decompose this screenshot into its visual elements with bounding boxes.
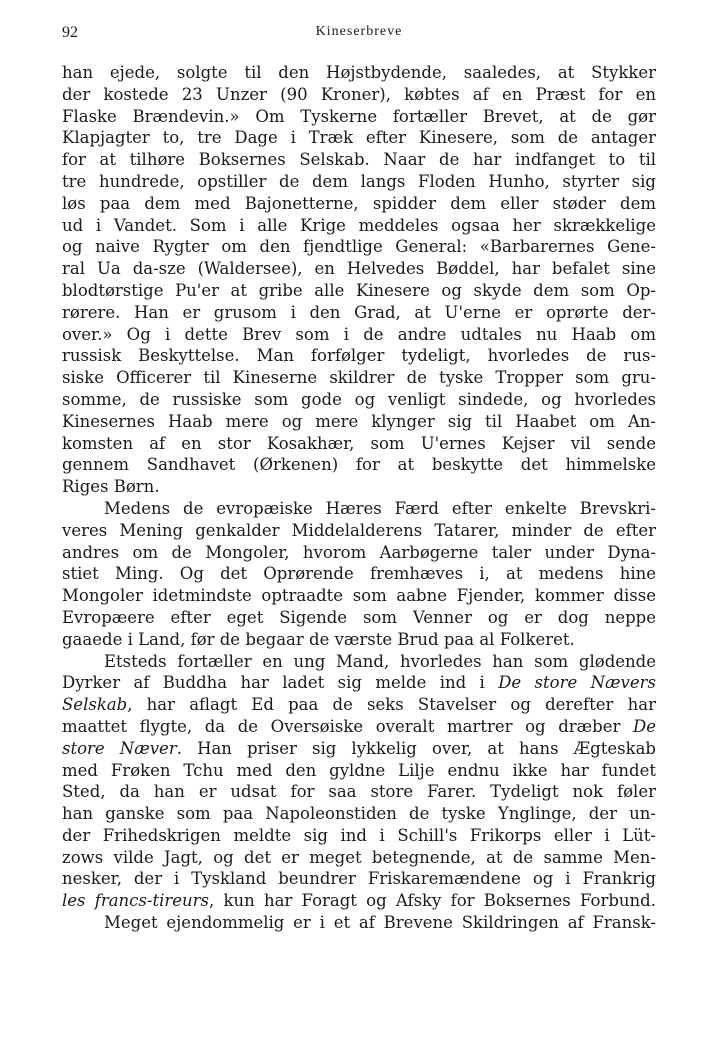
italic-text: De store Nævers bbox=[498, 673, 656, 693]
text-run: gaaede i Land, før de begaar de værste Brud paa al Folkeret. bbox=[62, 629, 575, 649]
text-line bbox=[62, 62, 656, 84]
text-run: siske Officerer til Kineserne skildrer de tyske Tropper som gru- bbox=[62, 368, 656, 388]
text-line bbox=[62, 258, 656, 280]
text-run: rørere. Han er grusom i den Grad, at U'erne er oprørte der- bbox=[62, 302, 656, 322]
text-run: med Frøken Tchu med den gyldne Lilje endnu ikke har fundet bbox=[62, 760, 656, 780]
text-line bbox=[62, 411, 656, 433]
text-line bbox=[62, 280, 656, 302]
text-line bbox=[62, 760, 656, 782]
text-line bbox=[62, 149, 656, 171]
body-text bbox=[62, 62, 656, 934]
text-run: blodtørstige Pu'er at gribe alle Kinesere og skyde dem som Op- bbox=[62, 280, 656, 300]
text-run: ral Ua da-sze (Waldersee), en Helvedes Bøddel, har befalet sine bbox=[62, 259, 656, 279]
text-line bbox=[62, 345, 656, 367]
text-run: og naive Rygter om den fjendtlige General: «Barbarernes Gene- bbox=[62, 237, 656, 257]
text-run: nesker, der i Tyskland beundrer Friskaremændene og i Frankrig bbox=[62, 869, 656, 889]
text-run: stiet Ming. Og det Oprørende fremhæves i, at medens hine bbox=[62, 564, 656, 584]
text-line bbox=[62, 803, 656, 825]
text-line bbox=[62, 454, 656, 476]
text-run: tre hundrede, opstiller de dem langs Floden Hunho, styrter sig bbox=[62, 171, 656, 191]
text-line bbox=[62, 498, 656, 520]
text-run: Meget ejendommelig er i et af Brevene Skildringen af Fransk- bbox=[104, 913, 656, 933]
text-run: , har aflagt Ed paa de seks Stavelser og derefter har bbox=[127, 695, 656, 715]
italic-text: Selskab bbox=[62, 695, 128, 715]
text-line bbox=[62, 302, 656, 324]
text-line bbox=[62, 563, 656, 585]
text-line bbox=[62, 847, 656, 869]
text-line bbox=[62, 215, 656, 237]
text-run: han ganske som paa Napoleonstiden de tyske Ynglinge, der un- bbox=[62, 804, 656, 824]
text-run: . Han priser sig lykkelig over, at hans Ægteskab bbox=[176, 738, 656, 758]
text-run: maattet flygte, da de Oversøiske overalt martrer og dræber bbox=[62, 716, 633, 736]
text-line bbox=[62, 890, 656, 912]
text-line bbox=[62, 651, 656, 673]
text-run: Riges Børn. bbox=[62, 477, 160, 497]
text-run: Medens de evropæiske Hæres Færd efter enkelte Brevskri- bbox=[104, 498, 656, 518]
text-run: andres om de Mongoler, hvorom Aarbøgerne taler under Dyna- bbox=[62, 542, 656, 562]
text-line bbox=[62, 520, 656, 542]
italic-text: les francs-tireurs bbox=[62, 891, 210, 911]
text-run: ud i Vandet. Som i alle Krige meddeles ogsaa her skrækkelige bbox=[62, 215, 656, 235]
text-run: for at tilhøre Boksernes Selskab. Naar de har indfanget to til bbox=[62, 150, 656, 170]
page-header bbox=[62, 24, 656, 44]
text-run: zows vilde Jagt, og det er meget betegnende, at de samme Men- bbox=[62, 847, 656, 867]
text-run: løs paa dem med Bajonetterne, spidder dem eller støder dem bbox=[62, 193, 656, 213]
page-number: 92 bbox=[62, 24, 78, 41]
text-line bbox=[62, 171, 656, 193]
running-title: Kineserbreve bbox=[315, 24, 403, 39]
text-line bbox=[62, 389, 656, 411]
text-line bbox=[62, 236, 656, 258]
text-line bbox=[62, 672, 656, 694]
text-line bbox=[62, 868, 656, 890]
text-run: russisk Beskyttelse. Man forfølger tydeligt, hvorledes de rus- bbox=[62, 346, 656, 366]
text-line bbox=[62, 367, 656, 389]
text-run: Kinesernes Haab mere og mere klynger sig til Haabet om An- bbox=[62, 411, 656, 431]
text-run: veres Mening genkalder Middelalderens Tatarer, minder de efter bbox=[62, 520, 656, 540]
text-run: Sted, da han er udsat for saa store Farer. Tydeligt nok føler bbox=[62, 782, 656, 802]
text-line bbox=[62, 912, 656, 934]
text-line bbox=[62, 738, 656, 760]
text-line bbox=[62, 585, 656, 607]
text-line bbox=[62, 476, 656, 498]
text-line bbox=[62, 825, 656, 847]
text-run: , kun har Foragt og Afsky for Boksernes Forbund. bbox=[209, 891, 656, 911]
text-run: Dyrker af Buddha har ladet sig melde ind i bbox=[62, 673, 499, 693]
text-line bbox=[62, 106, 656, 128]
text-run: Klapjagter to, tre Dage i Træk efter Kinesere, som de antager bbox=[62, 128, 656, 148]
text-run: Flaske Brændevin.» Om Tyskerne fortæller Brevet, at de gør bbox=[62, 106, 656, 126]
text-run: han ejede, solgte til den Højstbydende, saaledes, at Stykker bbox=[62, 63, 656, 82]
text-line bbox=[62, 694, 656, 716]
text-run: Evropæere efter eget Sigende som Venner og er dog neppe bbox=[62, 607, 656, 627]
text-line bbox=[62, 193, 656, 215]
text-line bbox=[62, 607, 656, 629]
text-run: Mongoler idetmindste optraadte som aabne Fjender, kommer disse bbox=[62, 586, 656, 606]
text-line bbox=[62, 716, 656, 738]
text-line bbox=[62, 84, 656, 106]
text-run: over.» Og i dette Brev som i de andre udtales nu Haab om bbox=[62, 324, 656, 344]
text-line bbox=[62, 542, 656, 564]
italic-text: store Næver bbox=[62, 738, 177, 758]
italic-text: De bbox=[633, 716, 656, 736]
text-line bbox=[62, 433, 656, 455]
text-line bbox=[62, 781, 656, 803]
text-line bbox=[62, 324, 656, 346]
text-line bbox=[62, 127, 656, 149]
text-run: der kostede 23 Unzer (90 Kroner), købtes af en Præst for en bbox=[62, 84, 656, 104]
text-run: gennem Sandhavet (Ørkenen) for at beskytte det himmelske bbox=[62, 455, 656, 475]
text-line bbox=[62, 629, 656, 651]
text-run: der Frihedskrigen meldte sig ind i Schill's Frikorps eller i Lüt- bbox=[62, 825, 656, 845]
text-run: somme, de russiske som gode og venligt sindede, og hvorledes bbox=[62, 389, 656, 409]
text-run: Etsteds fortæller en ung Mand, hvorledes han som glødende bbox=[104, 651, 656, 671]
text-run: komsten af en stor Kosakhær, som U'ernes Kejser vil sende bbox=[62, 433, 656, 453]
